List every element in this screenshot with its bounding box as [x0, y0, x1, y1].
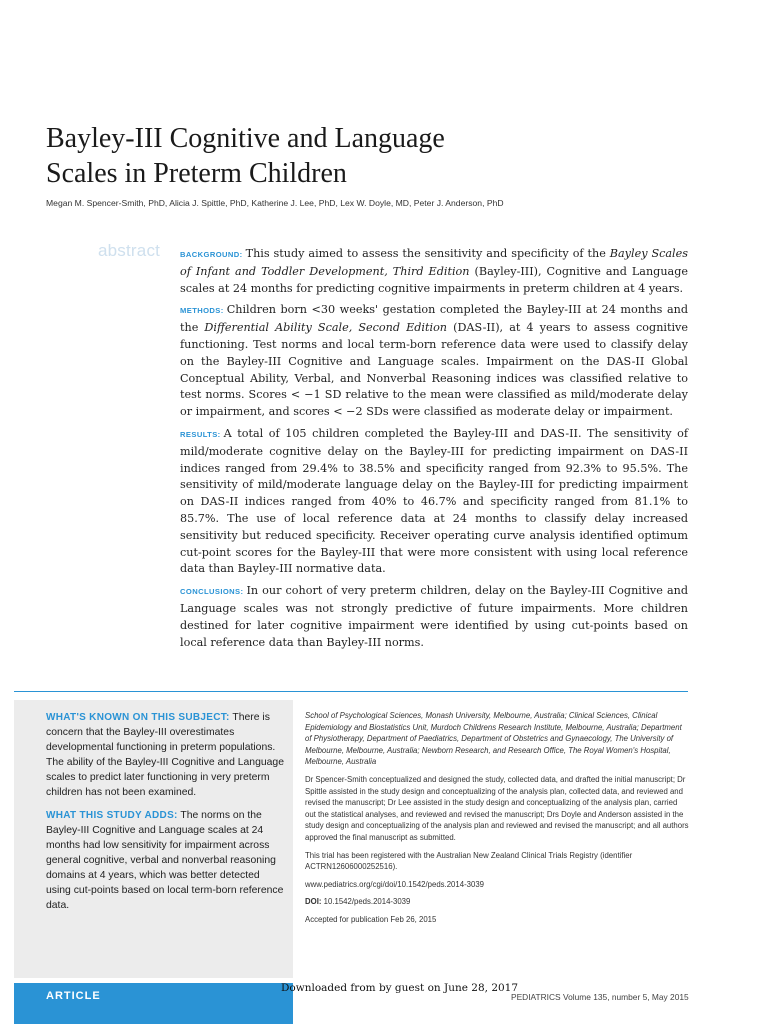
abstract-results — [180, 426, 688, 578]
title-line-1: Bayley-III Cognitive and Language — [46, 123, 445, 154]
known-box — [14, 700, 293, 978]
adds-text: The norms on the Bayley-III Cognitive and Language scales at 24 months had low sensitivity for impairment across general cognitive, verbal and nonverbal reasoning domains at 4 years, which was better detected using cut-points based on local term-born reference data. — [46, 810, 284, 911]
trial-registration: This trial has been registered with the Australian New Zealand Clinical Trials Registry (identifier ACTRN12606000252516). — [305, 850, 633, 872]
doi-line — [305, 896, 690, 908]
abstract-methods — [180, 302, 688, 421]
abstract-background — [180, 246, 688, 297]
methods-text-1: Children born <30 weeks' gestation completed the Bayley-III at 24 months and the — [180, 303, 688, 335]
contributions: Dr Spencer-Smith conceptualized and designed the study, collected data, and drafted the initial manuscript; Dr Spittle assisted in the study design and conceptualizing of the analysis plan, collected data, and reviewed and revised the manuscript; Dr Lee assisted in the study design and conceptualizing of the analysis plan, carried out the statistical analyses, and reviewed and revised the manuscript; Drs Doyle and Anderson assisted in the study design and conceptualizing of the analysis plan and reviewed and revised the manuscript; and all authors approved the final manuscript as submitted. — [305, 774, 689, 842]
journal-citation: PEDIATRICS Volume 135, number 5, May 2015 — [511, 992, 689, 1002]
conclusions-text: In our cohort of very preterm children, delay on the Bayley-III Cognitive and Language scales was not strongly predictive of future impairments. More children destined for later cognitive impairment were identified by using cut-points based on local reference data than Bayley-III norms. — [180, 584, 688, 649]
conclusions-heading: CONCLUSIONS: — [180, 587, 244, 597]
background-text-2: (Bayley-III), Cognitive and Language scales at 24 months for predicting cognitive impairments in preterm children at 4 years. — [180, 264, 688, 295]
accepted-date: Accepted for publication Feb 26, 2015 — [305, 914, 437, 924]
background-emphasis: Bayley Scales of Infant and Toddler Development, Third Edition — [180, 247, 688, 278]
background-text-1: This study aimed to assess the sensitivity and specificity of the — [245, 247, 610, 260]
article-notes — [305, 710, 690, 932]
results-heading: RESULTS: — [180, 429, 221, 439]
known-box-content — [46, 710, 286, 921]
section-divider — [14, 691, 688, 692]
abstract-label: abstract — [98, 241, 161, 260]
article-url[interactable]: www.pediatrics.org/cgi/doi/10.1542/peds.2014-3039 — [305, 879, 485, 889]
adds-heading: WHAT THIS STUDY ADDS: — [46, 810, 178, 821]
download-watermark: Downloaded from by guest on June 28, 2017 — [281, 982, 519, 994]
article-type-label: ARTICLE — [46, 990, 101, 1002]
methods-text-2: (DAS-II), at 4 years to assess cognitive functioning. Test norms and local term-born reference data were used to classify delay on the Bayley-III Cognitive and Language scales. Impairment on the DAS-II Global Conceptual Ability, Verbal, and Nonverbal Reasoning indices was classified relative to test norms. Scores < −1 SD relative to the mean were classified as mild/moderate delay or impairment, and scores < −2 SDs were classified as moderate delay or impairment. — [180, 321, 688, 419]
article-type-bar — [14, 983, 293, 1024]
author-list: Megan M. Spencer-Smith, PhD, Alicia J. Spittle, PhD, Katherine J. Lee, PhD, Lex W. Doyle, MD, Peter J. Anderson, PhD — [46, 198, 504, 208]
results-text: A total of 105 children completed the Bayley-III and DAS-II. The sensitivity of mild/moderate cognitive delay on the Bayley-III for predicting impairment on DAS-II indices ranged from 29.4% to 38.5% and specificity ranged from 92.3% to 95.5%. The sensitivity of mild/moderate language delay on the Bayley-III for predicting impairment on DAS-II indices ranged from 40% to 46.7% and specificity ranged from 81.1% to 85.7%. The use of local reference data at 24 months to classify delay increased sensitivity but reduced specificity. Receiver operating curve analysis identified optimum cut-point scores for the Bayley-III that were more consistent with using local reference data than Bayley-III normative data. — [180, 426, 688, 576]
abstract-conclusions — [180, 583, 688, 651]
methods-heading: METHODS: — [180, 306, 224, 316]
doi-value[interactable]: 10.1542/peds.2014-3039 — [323, 897, 411, 907]
doi-label: DOI: — [305, 897, 322, 907]
title-line-2: Scales in Preterm Children — [46, 158, 347, 189]
abstract-body — [180, 246, 688, 656]
methods-emphasis: Differential Ability Scale, Second Edition — [204, 321, 448, 335]
adds-paragraph — [46, 808, 286, 913]
background-heading: BACKGROUND: — [180, 250, 243, 259]
known-paragraph — [46, 710, 286, 800]
known-heading: WHAT'S KNOWN ON THIS SUBJECT: — [46, 712, 230, 723]
article-title — [46, 121, 646, 191]
affiliations: School of Psychological Sciences, Monash University, Melbourne, Australia; Clinical Sciences, Clinical Epidemiology and Biostatistics Unit, Murdoch Childrens Research Institute, Melbourne, Australia; Department of Physiotherapy, Department of Paediatrics, Department of Obstetrics and Gynaecology, The University of Melbourne, Melbourne, Australia; Newborn Research, and Research Office, The Royal Women's Hospital, Melbourne, Australia — [305, 711, 682, 767]
known-text: There is concern that the Bayley-III overestimates developmental functioning in preterm populations. The ability of the Bayley-III Cognitive and Language scales to predict later functioning in very preterm children has not been examined. — [46, 712, 284, 798]
